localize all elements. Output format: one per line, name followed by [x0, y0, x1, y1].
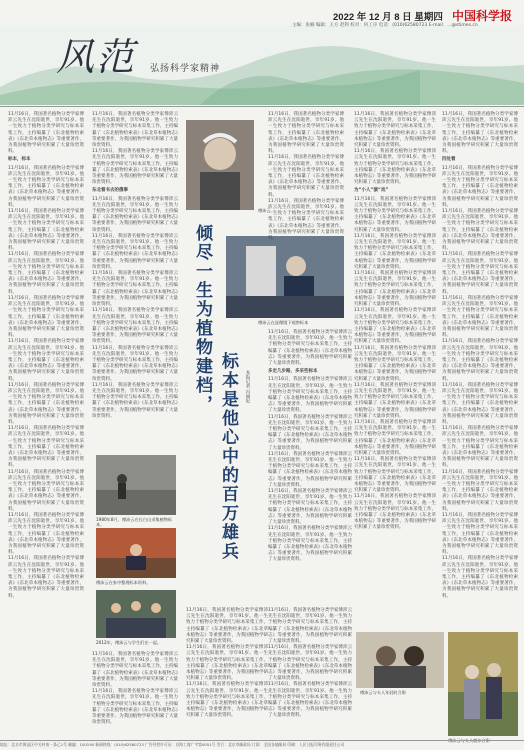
- body-text: 11月16日，我国著名植物分类学家傅沛云先生在沈阳逝世，享年91岁。他一生致力于植物分类学研究与标本采集工作，主持编纂了《东北植物检索表》《东北草本植物志》等重要著作，为我国植物学研究积累了大量珍贵资料。: [8, 426, 84, 469]
- body-text: 11月16日，我国著名植物分类学家傅沛云先生在沈阳逝世，享年91岁。他一生致力于植物分类学研究与标本采集工作，主持编纂了《东北植物检索表》《东北草本植物志》等重要著作，为我国植物学研究积累了大量珍贵资料。: [354, 419, 436, 456]
- column-2-lower: [92, 652, 178, 737]
- section-subtitle: 弘扬科学家精神: [150, 64, 221, 74]
- body-text: 11月16日，我国著名植物分类学家傅沛云先生在沈阳逝世，享年91岁。他一生致力于植物分类学研究与标本采集工作，主持编纂了《东北植物检索表》《东北草本植物志》等重要著作，为我国植物学研究积累了大量珍贵资料。: [186, 608, 268, 645]
- subhead: 多走几步路，多采些标本: [268, 369, 318, 375]
- body-text: 11月16日，我国著名植物分类学家傅沛云先生在沈阳逝世，享年91岁。他一生致力于植物分类学研究与标本采集工作，主持编纂了《东北植物检索表》《东北草本植物志》等重要著作，为我国植物学研究积累了大量珍贵资料。: [8, 252, 84, 295]
- masthead-divider: [0, 106, 524, 107]
- body-text: 11月16日，我国著名植物分类学家傅沛云先生在沈阳逝世，享年91岁。他一生致力于植物分类学研究与标本采集工作，主持编纂了《东北植物检索表》《东北草本植物志》等重要著作，为我国植物学研究积累了大量珍贵资料。: [92, 345, 178, 382]
- body-text: 11月16日，我国著名植物分类学家傅沛云先生在沈阳逝世，享年91岁。他一生致力于植物分类学研究与标本采集工作，主持编纂了《东北植物检索表》《东北草本植物志》等重要著作，为我国植物学研究积累了大量珍贵资料。: [268, 198, 344, 242]
- body-text: 11月16日，我国著名植物分类学家傅沛云先生在沈阳逝世，享年91岁。他一生致力于植物分类学研究与标本采集工作，主持编纂了《东北植物检索表》《东北草本植物志》等重要著作，为我国植物学研究积累了大量珍贵资料。: [354, 382, 436, 419]
- body-text: 11月16日，我国著名植物分类学家傅沛云先生在沈阳逝世，享年91岁。他一生致力于植物分类学研究与标本采集工作，主持编纂了《东北植物检索表》《东北草本植物志》等重要著作，为我国植物学研究积累了大量珍贵资料。: [268, 489, 352, 526]
- column-2: [92, 112, 178, 482]
- photo-caption: 傅沛云与夫人晚年合影: [448, 738, 490, 743]
- couple-portrait-icon: [356, 632, 444, 688]
- photo-caption: 傅沛云在显微镜下观察标本: [258, 320, 309, 325]
- body-text: 11月16日，我国著名植物分类学家傅沛云先生在沈阳逝世，享年91岁。他一生致力于植物分类学研究与标本采集工作，主持编纂了《东北植物检索表》《东北草本植物志》等重要著作，为我国植物学研究积累了大量珍贵资料。: [8, 165, 84, 208]
- body-text: 11月16日，我国著名植物分类学家傅沛云先生在沈阳逝世，享年91岁。他一生致力于植物分类学研究与标本采集工作，主持编纂了《东北植物检索表》《东北草本植物志》等重要著作，为我国植物学研究积累了大量珍贵资料。: [268, 377, 352, 414]
- desk-scene-icon: [96, 528, 176, 578]
- body-text: 11月16日，我国著名植物分类学家傅沛云先生在沈阳逝世，享年91岁。他一生致力于植物分类学研究与标本采集工作，主持编纂了《东北植物检索表》《东北草本植物志》等重要著作，为我国植物学研究积累了大量珍贵资料。: [442, 513, 518, 556]
- body-text: 11月16日，我国著名植物分类学家傅沛云先生在沈阳逝世，享年91岁。他一生致力于植物分类学研究与标本采集工作，主持编纂了《东北植物检索表》《东北草本植物志》等重要著作，为我国植物学研究积累了大量珍贵资料。: [354, 233, 436, 270]
- body-text: 11月16日，我国著名植物分类学家傅沛云先生在沈阳逝世，享年91岁。他一生致力于植物分类学研究与标本采集工作，主持编纂了《东北植物检索表》《东北草本植物志》等重要著作，为我国植物学研究积累了大量珍贵资料。: [8, 469, 84, 512]
- group-scene-icon: [96, 590, 176, 638]
- body-text: 11月16日，我国著名植物分类学家傅沛云先生在沈阳逝世，享年91岁。他一生致力于植物分类学研究与标本采集工作，主持编纂了《东北植物检索表》《东北草本植物志》等重要著作，为我国植物学研究积累了大量珍贵资料。: [442, 339, 518, 382]
- photo-family: [96, 590, 176, 638]
- body-text: 11月16日，我国著名植物分类学家傅沛云先生在沈阳逝世，享年91岁。他一生致力于植物分类学研究与标本采集工作，主持编纂了《东北植物检索表》《东北草本植物志》等重要著作，为我国植物学研究积累了大量珍贵资料。: [8, 556, 84, 599]
- body-text: 11月16日，我国著名植物分类学家傅沛云先生在沈阳逝世，享年91岁。他一生致力于植物分类学研究与标本采集工作，主持编纂了《东北植物检索表》《东北草本植物志》等重要著作，为我国植物学研究积累了大量珍贵资料。: [268, 155, 344, 198]
- paper-logo: 中国科学报: [452, 9, 513, 23]
- masthead: [0, 0, 524, 108]
- body-text: 11月16日，我国著名植物分类学家傅沛云先生在沈阳逝世，享年91岁。他一生致力于植物分类学研究与标本采集工作，主持编纂了《东北植物检索表》《东北草本植物志》等重要著作，为我国植物学研究积累了大量珍贵资料。: [268, 330, 352, 367]
- subhead: 东北看书去的傻事: [92, 188, 128, 194]
- body-text: 11月16日，我国著名植物分类学家傅沛云先生在沈阳逝世，享年91岁。他一生致力于植物分类学研究与标本采集工作，主持编纂了《东北植物检索表》《东北草本植物志》等重要著作，为我国植物学研究积累了大量珍贵资料。: [268, 608, 352, 645]
- headline-line-2: 标本是他心中的百万雄兵: [218, 352, 238, 561]
- body-text: 11月16日，我国著名植物分类学家傅沛云先生在沈阳逝世，享年91岁。他一生致力于植物分类学研究与标本采集工作，主持编纂了《东北植物检索表》《东北草本植物志》等重要著作，为我国植物学研究积累了大量珍贵资料。: [354, 112, 436, 149]
- body-text: 11月16日，我国著名植物分类学家傅沛云先生在沈阳逝世，享年91岁。他一生致力于植物分类学研究与标本采集工作，主持编纂了《东北植物检索表》《东北草本植物志》等重要著作，为我国植物学研究积累了大量珍贵资料。: [354, 196, 436, 233]
- body-text: 11月16日，我国著名植物分类学家傅沛云先生在沈阳逝世，享年91岁。他一生致力于植物分类学研究与标本采集工作，主持编纂了《东北植物检索表》《东北草本植物志》等重要著作，为我国植物学研究积累了大量珍贵资料。: [92, 271, 178, 308]
- body-text: 11月16日，我国著名植物分类学家傅沛云先生在沈阳逝世，享年91岁。他一生致力于植物分类学研究与标本采集工作，主持编纂了《东北植物检索表》《东北草本植物志》等重要著作，为我国植物学研究积累了大量珍贵资料。: [268, 645, 352, 682]
- photo-caption: 傅沛云与夫人年轻时合影: [360, 690, 407, 695]
- body-text: 11月16日，我国著名植物分类学家傅沛云先生在沈阳逝世，享年91岁。他一生致力于植物分类学研究与标本采集工作，主持编纂了《东北植物检索表》《东北草本植物志》等重要著作，为我国植物学研究积累了大量珍贵资料。: [8, 209, 84, 252]
- body-text: 11月16日，我国著名植物分类学家傅沛云先生在沈阳逝世，享年91岁。他一生致力于植物分类学研究与标本采集工作，主持编纂了《东北植物检索表》《东北草本植物志》等重要著作，为我国植物学研究积累了大量珍贵资料。: [442, 165, 518, 208]
- headline-line-1: 倾尽一生为植物建档，: [192, 224, 212, 414]
- body-text: 11月16日，我国著名植物分类学家傅沛云先生在沈阳逝世，享年91岁。他一生致力于植物分类学研究与标本采集工作，主持编纂了《东北植物检索表》《东北草本植物志》等重要著作，为我国植物学研究积累了大量珍贵资料。: [186, 682, 268, 719]
- body-text: 11月16日，我国著名植物分类学家傅沛云先生在沈阳逝世，享年91岁。他一生致力于植物分类学研究与标本采集工作，主持编纂了《东北植物检索表》《东北草本植物志》等重要著作，为我国植物学研究积累了大量珍贵资料。: [8, 513, 84, 556]
- body-text: 11月16日，我国著名植物分类学家傅沛云先生在沈阳逝世，享年91岁。他一生致力于植物分类学研究与标本采集工作，主持编纂了《东北植物检索表》《东北草本植物志》等重要著作，为我国植物学研究积累了大量珍贵资料。: [268, 414, 352, 451]
- body-text: 11月16日，我国著名植物分类学家傅沛云先生在沈阳逝世，享年91岁。他一生致力于植物分类学研究与标本采集工作，主持编纂了《东北植物检索表》《东北草本植物志》等重要著作，为我国植物学研究积累了大量珍贵资料。: [92, 196, 178, 233]
- body-text: 11月16日，我国著名植物分类学家傅沛云先生在沈阳逝世，享年91岁。他一生致力于植物分类学研究与标本采集工作，主持编纂了《东北植物检索表》《东北草本植物志》等重要著作，为我国植物学研究积累了大量珍贵资料。: [442, 469, 518, 512]
- photo-field: [96, 455, 176, 515]
- column-5: [354, 112, 436, 627]
- subhead: 四处看: [442, 157, 456, 163]
- body-text: 11月16日，我国著名植物分类学家傅沛云先生在沈阳逝世，享年91岁。他一生致力于植物分类学研究与标本采集工作，主持编纂了《东北植物检索表》《东北草本植物志》等重要著作，为我国植物学研究积累了大量珍贵资料。: [92, 233, 178, 270]
- body-text: 11月16日，我国著名植物分类学家傅沛云先生在沈阳逝世，享年91岁。他一生致力于植物分类学研究与标本采集工作，主持编纂了《东北植物检索表》《东北草本植物志》等重要著作，为我国植物学研究积累了大量珍贵资料。: [8, 295, 84, 339]
- column-4-upper: [268, 112, 344, 242]
- elderly-couple-icon: [448, 632, 518, 736]
- body-text: 11月16日，我国著名植物分类学家傅沛云先生在沈阳逝世，享年91岁。他一生致力于植物分类学研究与标本采集工作，主持编纂了《东北植物检索表》《东北草本植物志》等重要著作，为我国植物学研究积累了大量珍贵资料。: [354, 494, 436, 531]
- body-text: 11月16日，我国著名植物分类学家傅沛云先生在沈阳逝世，享年91岁。他一生致力于植物分类学研究与标本采集工作，主持编纂了《东北植物检索表》《东北草本植物志》等重要著作，为我国植物学研究积累了大量珍贵资料。: [354, 345, 436, 382]
- photo-desk: [96, 528, 176, 578]
- body-text: 11月16日，我国著名植物分类学家傅沛云先生在沈阳逝世，享年91岁。他一生致力于植物分类学研究与标本采集工作，主持编纂了《东北植物检索表》《东北草本植物志》等重要著作，为我国植物学研究积累了大量珍贵资料。: [186, 645, 268, 682]
- body-text: 11月16日，我国著名植物分类学家傅沛云先生在沈阳逝世，享年91岁。他一生致力于植物分类学研究与标本采集工作，主持编纂了《东北植物检索表》《东北草本植物志》等重要著作，为我国植物学研究积累了大量珍贵资料。: [268, 526, 352, 563]
- column-4-lower: [268, 608, 352, 736]
- body-text: 11月16日，我国著名植物分类学家傅沛云先生在沈阳逝世，享年91岁。他一生致力于植物分类学研究与标本采集工作，主持编纂了《东北植物检索表》《东北草本植物志》等重要著作，为我国植物学研究积累了大量珍贵资料。: [268, 682, 352, 719]
- section-title: 风范: [56, 35, 137, 79]
- byline: 本报记者 冯丽妃: [245, 370, 250, 403]
- photo-microscope: [226, 236, 344, 318]
- photo-elderly-couple: [448, 632, 518, 736]
- body-text: 11月16日，我国著名植物分类学家傅沛云先生在沈阳逝世，享年91岁。他一生致力于植物分类学研究与标本采集工作，主持编纂了《东北植物检索表》《东北草本植物志》等重要著作，为我国植物学研究积累了大量珍贵资料。: [92, 149, 178, 186]
- photo-caption: 1980年8月，傅沛云在长白山采集植物标本。: [96, 517, 173, 528]
- body-text: 11月16日，我国著名植物分类学家傅沛云先生在沈阳逝世，享年91岁。他一生致力于植物分类学研究与标本采集工作，主持编纂了《东北植物检索表》《东北草本植物志》等重要著作，为我国植物学研究积累了大量珍贵资料。: [354, 149, 436, 186]
- body-text: 11月16日，我国著名植物分类学家傅沛云先生在沈阳逝世，享年91岁。他一生致力于植物分类学研究与标本采集工作，主持编纂了《东北植物检索表》《东北草本植物志》等重要著作，为我国植物学研究积累了大量珍贵资料。: [8, 382, 84, 425]
- photo-caption: 2012年，傅沛云与学生们在一起。: [96, 640, 162, 645]
- body-text: 11月16日，我国著名植物分类学家傅沛云先生在沈阳逝世，享年91岁。他一生致力于植物分类学研究与标本采集工作，主持编纂了《东北植物检索表》《东北草本植物志》等重要著作，为我国植物学研究积累了大量珍贵资料。: [8, 339, 84, 382]
- photo-portrait: [186, 120, 254, 210]
- subhead: 标本，标本: [8, 157, 31, 163]
- microscope-scene-icon: [226, 236, 344, 318]
- body-text: 11月16日，我国著名植物分类学家傅沛云先生在沈阳逝世，享年91岁。他一生致力于植物分类学研究与标本采集工作，主持编纂了《东北植物检索表》《东北草本植物志》等重要著作，为我国植物学研究积累了大量珍贵资料。: [8, 112, 84, 155]
- body-text: 11月16日，我国著名植物分类学家傅沛云先生在沈阳逝世，享年91岁。他一生致力于植物分类学研究与标本采集工作，主持编纂了《东北植物检索表》《东北草本植物志》等重要著作，为我国植物学研究积累了大量珍贵资料。: [268, 112, 344, 155]
- body-text: 11月16日，我国著名植物分类学家傅沛云先生在沈阳逝世，享年91岁。他一生致力于植物分类学研究与标本采集工作，主持编纂了《东北植物检索表》《东北草本植物志》等重要著作，为我国植物学研究积累了大量珍贵资料。: [442, 556, 518, 599]
- column-3-lower: [186, 608, 268, 736]
- column-1: [8, 112, 84, 737]
- column-6: [442, 112, 518, 627]
- issue-date: 2022 年 12 月 8 日 星期四: [333, 12, 443, 23]
- photo-couple: [356, 632, 444, 688]
- editor-info: 主编：张楠 编辑：王方 赵利 校对：何工序 电话：(010)62580723 E-mail：...@stimes.cn: [292, 23, 478, 28]
- body-text: 11月16日，我国著名植物分类学家傅沛云先生在沈阳逝世，享年91岁。他一生致力于植物分类学研究与标本采集工作，主持编纂了《东北植物检索表》《东北草本植物志》等重要著作，为我国植物学研究积累了大量珍贵资料。: [92, 382, 178, 419]
- portrait-icon: [186, 120, 254, 210]
- body-text: 11月16日，我国著名植物分类学家傅沛云先生在沈阳逝世，享年91岁。他一生致力于植物分类学研究与标本采集工作，主持编纂了《东北植物检索表》《东北草本植物志》等重要著作，为我国植物学研究积累了大量珍贵资料。: [442, 112, 518, 155]
- body-text: 11月16日，我国著名植物分类学家傅沛云先生在沈阳逝世，享年91岁。他一生致力于植物分类学研究与标本采集工作，主持编纂了《东北植物检索表》《东北草本植物志》等重要著作，为我国植物学研究积累了大量珍贵资料。: [442, 295, 518, 339]
- body-text: 11月16日，我国著名植物分类学家傅沛云先生在沈阳逝世，享年91岁。他一生致力于植物分类学研究与标本采集工作，主持编纂了《东北植物检索表》《东北草本植物志》等重要著作，为我国植物学研究积累了大量珍贵资料。: [442, 426, 518, 469]
- body-text: 11月16日，我国著名植物分类学家傅沛云先生在沈阳逝世，享年91岁。他一生致力于植物分类学研究与标本采集工作，主持编纂了《东北植物检索表》《东北草本植物志》等重要著作，为我国植物学研究积累了大量珍贵资料。: [354, 271, 436, 308]
- body-text: 11月16日，我国著名植物分类学家傅沛云先生在沈阳逝世，享年91岁。他一生致力于植物分类学研究与标本采集工作，主持编纂了《东北植物检索表》《东北草本植物志》等重要著作，为我国植物学研究积累了大量珍贵资料。: [442, 382, 518, 425]
- body-text: 11月16日，我国著名植物分类学家傅沛云先生在沈阳逝世，享年91岁。他一生致力于植物分类学研究与标本采集工作，主持编纂了《东北植物检索表》《东北草本植物志》等重要著作，为我国植物学研究积累了大量珍贵资料。: [354, 457, 436, 494]
- page-footer: 地址：北京市海淀区中关村南一条乙1号 邮编：100190 新闻热线：(010)62580723 广告经营许可证：京海工商广字第0051号 发行：北京市邮政局 订阅：全国各地邮局 印刷：人民日报印务有限责任公司: [0, 740, 524, 750]
- body-text: 11月16日，我国著名植物分类学家傅沛云先生在沈阳逝世，享年91岁。他一生致力于植物分类学研究与标本采集工作，主持编纂了《东北植物检索表》《东北草本植物志》等重要著作，为我国植物学研究积累了大量珍贵资料。: [442, 252, 518, 295]
- body-text: 11月16日，我国著名植物分类学家傅沛云先生在沈阳逝世，享年91岁。他一生致力于植物分类学研究与标本采集工作，主持编纂了《东北植物检索表》《东北草本植物志》等重要著作，为我国植物学研究积累了大量珍贵资料。: [92, 689, 178, 726]
- body-text: 11月16日，我国著名植物分类学家傅沛云先生在沈阳逝世，享年91岁。他一生致力于植物分类学研究与标本采集工作，主持编纂了《东北植物检索表》《东北草本植物志》等重要著作，为我国植物学研究积累了大量珍贵资料。: [354, 308, 436, 345]
- column-4-middle: [268, 330, 352, 600]
- photo-caption: 傅沛云在家中整理标本资料。: [96, 580, 151, 585]
- photo-caption: 傅沛云: [258, 208, 271, 213]
- field-scene-icon: [96, 455, 176, 515]
- body-text: 11月16日，我国著名植物分类学家傅沛云先生在沈阳逝世，享年91岁。他一生致力于植物分类学研究与标本采集工作，主持编纂了《东北植物检索表》《东北草本植物志》等重要著作，为我国植物学研究积累了大量珍贵资料。: [92, 652, 178, 689]
- body-text: 11月16日，我国著名植物分类学家傅沛云先生在沈阳逝世，享年91岁。他一生致力于植物分类学研究与标本采集工作，主持编纂了《东北植物检索表》《东北草本植物志》等重要著作，为我国植物学研究积累了大量珍贵资料。: [268, 451, 352, 488]
- body-text: 11月16日，我国著名植物分类学家傅沛云先生在沈阳逝世，享年91岁。他一生致力于植物分类学研究与标本采集工作，主持编纂了《东北植物检索表》《东北草本植物志》等重要著作，为我国植物学研究积累了大量珍贵资料。: [92, 308, 178, 345]
- subhead: 为“小人”演“戏”: [354, 188, 389, 194]
- body-text: 11月16日，我国著名植物分类学家傅沛云先生在沈阳逝世，享年91岁。他一生致力于植物分类学研究与标本采集工作，主持编纂了《东北植物检索表》《东北草本植物志》等重要著作，为我国植物学研究积累了大量珍贵资料。: [92, 112, 178, 149]
- body-text: 11月16日，我国著名植物分类学家傅沛云先生在沈阳逝世，享年91岁。他一生致力于植物分类学研究与标本采集工作，主持编纂了《东北植物检索表》《东北草本植物志》等重要著作，为我国植物学研究积累了大量珍贵资料。: [442, 209, 518, 252]
